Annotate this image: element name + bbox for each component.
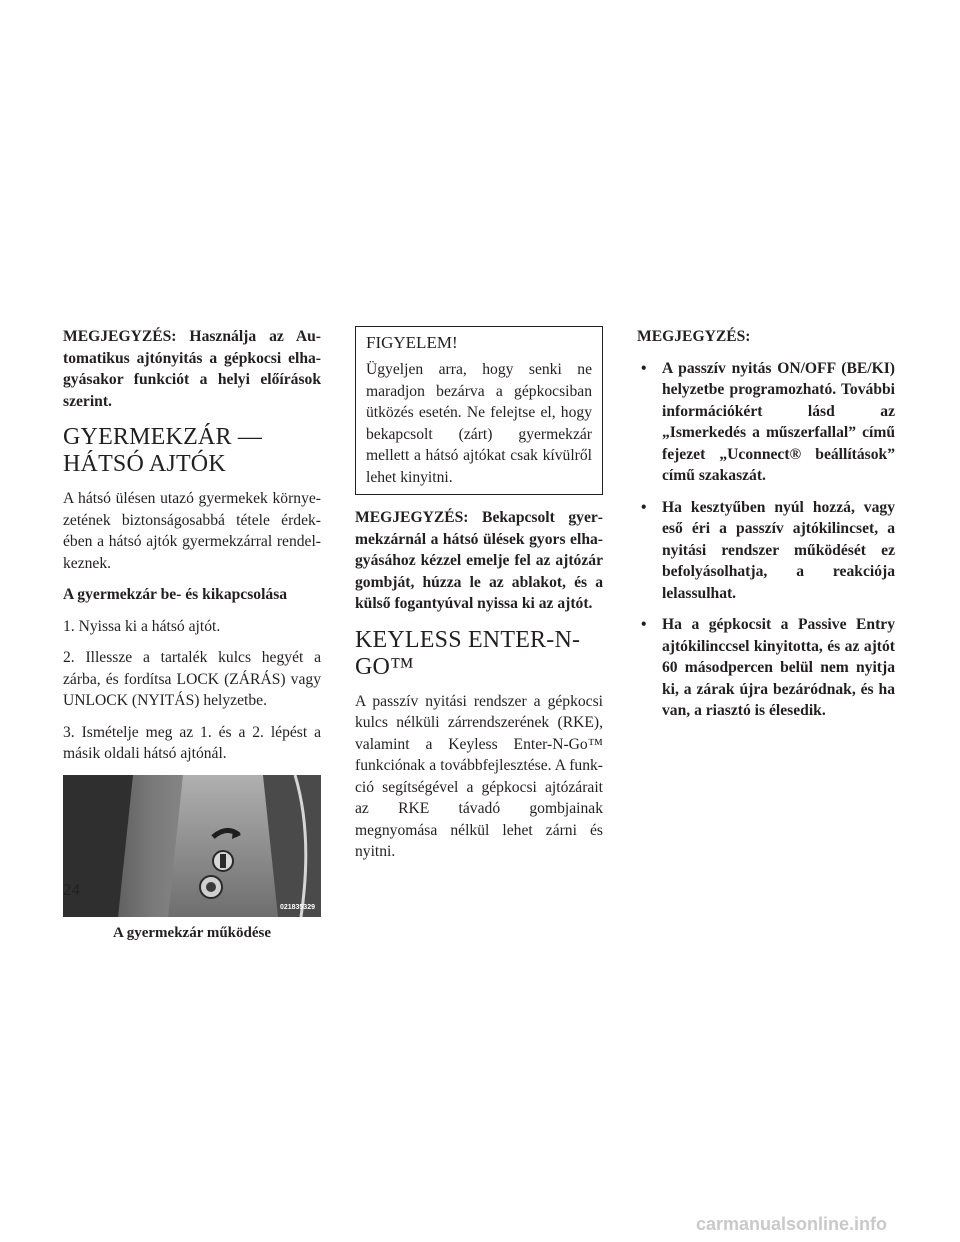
warning-box bbox=[355, 326, 603, 495]
keyless-body: A passzív nyitási rendszer a gépkocsi kulcs nélküli zárrendszerének (RKE), valamint a Keyless Enter-N-Go™ funkciónak a továbbfejlesztése. A funkció segítségével a gépkocsi ajtózárait az RKE távadó gombjainak megnyomása nélkül lehet zárni és nyitni. bbox=[355, 692, 603, 860]
page-number: 24 bbox=[63, 880, 80, 899]
warning-title: FIGYELEM! bbox=[366, 333, 458, 352]
list-item: • A passzív nyitás ON/OFF (BE/KI) helyzetbe programozható. További információkért lásd az „Ismerkedés a műszerfallal” című fejezet „Uconnect® beállítások” című szakaszát. bbox=[637, 358, 895, 487]
figure-code: 021835329 bbox=[279, 903, 315, 911]
note-automatic-unlock: MEGJEGYZÉS: Használja az Automatikus ajtónyitás a gépkocsi elhagyásakor funkciót a helyi előírások szerint. bbox=[63, 328, 321, 410]
step-3: 3. Ismételje meg az 1. és a 2. lépést a másik oldali hátsó ajtónál. bbox=[63, 723, 321, 762]
note-bullets bbox=[637, 358, 895, 722]
child-lock-subheading: A gyermekzár be- és kikapcsolása bbox=[63, 586, 288, 603]
section-heading-child-lock: GYERMEKZÁR — HÁTSÓ AJTÓK bbox=[63, 424, 263, 477]
left-column bbox=[63, 326, 321, 954]
list-item: • Ha kesztyűben nyúl hozzá, vagy eső éri a passzív ajtókilincset, a nyitási rendszer működését ez befolyásolhatja, a reakciója lelassulhat. bbox=[637, 497, 895, 605]
child-lock-illustration bbox=[63, 775, 321, 917]
watermark-logo[interactable]: carmanualsonline.info bbox=[696, 1214, 888, 1234]
section-heading-keyless: KEYLESS ENTER-N-GO™ bbox=[355, 626, 581, 680]
middle-column bbox=[355, 326, 603, 873]
right-column bbox=[637, 326, 895, 732]
step-2: 2. Illessze a tartalék kulcs hegyét a zárba, és fordítsa LOCK (ZÁRÁS) vagy UNLOCK (NYITÁS) helyzetbe. bbox=[63, 649, 321, 709]
step-1: 1. Nyissa ki a hátsó ajtót. bbox=[63, 617, 221, 635]
figure-caption: A gyermekzár működése bbox=[112, 924, 272, 941]
warning-text: Ügyeljen arra, hogy senki ne maradjon bezárva a gépkocsiban ütközés esetén. Ne felejtse el, hogy bekapcsolt (zárt) gyermekzár mellett a hátsó ajtókat csak kívülről lehet kinyitni. bbox=[366, 361, 592, 486]
child-lock-photo bbox=[63, 775, 321, 917]
note-title: MEGJEGYZÉS: bbox=[637, 328, 751, 345]
child-lock-intro: A hátsó ülésen utazó gyermekek környezetének biztonságosabbá tétele érdekében a hátsó ajtók gyermekzárral rendelkeznek. bbox=[63, 490, 321, 572]
note-child-lock-exit: MEGJEGYZÉS: Bekapcsolt gyermekzárnál a hátsó ülések gyors elhagyásához kézzel emelje fel az ajtózár gombját, húzza le az ablakot, és a külső fogantyúval nyissa ki az ajtót. bbox=[355, 509, 603, 612]
list-item: • Ha a gépkocsit a Passive Entry ajtókilinccsel kinyitotta, és az ajtót 60 másodpercen belül nem nyitja ki, a zárak újra bezáródnak, és ha van, a riasztó is élesedik. bbox=[637, 614, 895, 722]
